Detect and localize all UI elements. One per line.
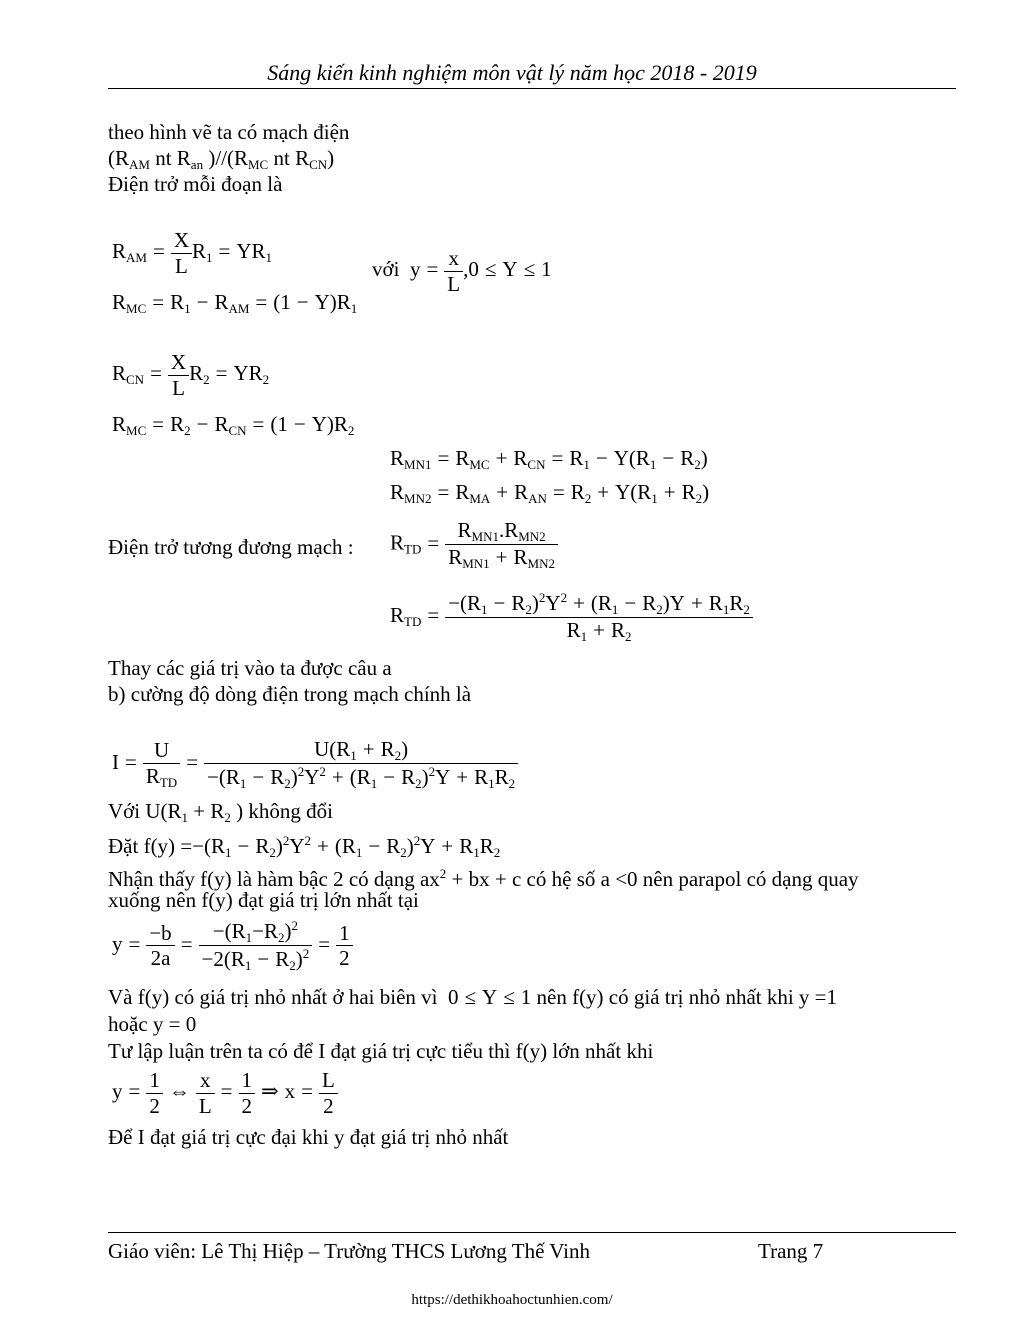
equation-vertex: y = $\frac{-b}{2a}$ = $\frac{-(R_1-R_2)^2}{-2(R_1 - R_2)^2}$ = $\frac{1}{2}$	[112, 918, 353, 974]
equation-r-mc-1: $R_{MC} = R_1 - R_{AM} = (1 - Y)R_1$	[112, 290, 358, 316]
text-voi-u: Với $U(R_1 + R_2$ ) không đổi	[108, 799, 333, 825]
voi-label: với	[372, 257, 400, 282]
equation-current-i: I = $\frac{U}{R_{TD}}$ = $\frac{U(R_1 + R_2)}{-(R_1 - R_2)^2Y^2 + (R_1 - R_2)^2Y + R_1R_2}$	[112, 737, 518, 792]
va-part2: nên f(y) có giá trị nhỏ nhất khi y =1	[536, 985, 838, 1009]
text-va: Và f(y) có giá trị nhỏ nhất ở hai biên vì 0 ≤ Y ≤ 1 nên f(y) có giá trị nhỏ nhất khi y =1	[108, 985, 838, 1009]
equation-r-mn2: $R_{MN2} = R_{MA} + R_{AN} = R_2 + Y(R_1 + R_2)$	[390, 480, 710, 506]
equation-y-definition: với y = $\frac{x}{L}$ ,0 ≤ Y ≤ 1	[372, 246, 552, 296]
header-rule	[108, 88, 956, 89]
text-xuong: xuống nên f(y) đạt giá trị lớn nhất tại	[108, 888, 419, 912]
text-line-a: Thay các giá trị vào ta được câu a	[108, 656, 392, 680]
equation-r-mc-2: $R_{MC} = R_2 - R_{CN} = (1 - Y)R_2$	[112, 412, 355, 438]
text-line-1: theo hình vẽ ta có mạch điện	[108, 120, 350, 144]
text-de-i: Để I đạt giá trị cực đại khi y đạt giá trị nhỏ nhất	[108, 1125, 509, 1149]
voi-u-prefix: Với U(R	[108, 799, 182, 823]
footer-page-number: Trang 7	[758, 1239, 824, 1263]
footer-rule	[108, 1232, 956, 1233]
nhan-thay-part2: + bx + c có hệ số a <0 nên parapol có dạng quay	[446, 867, 859, 891]
equation-r-td-1: $R_{TD}$ = $\frac{R_{MN1}.R_{MN2}}{R_{MN1} + R_{MN2}}$	[390, 518, 558, 572]
voi-u-suffix: + R	[188, 799, 225, 823]
text-line-circuit: ($R_{AM}$ nt $R_{an}$ )$//(R_{MC}$ nt $R_{CN}$)	[108, 146, 335, 172]
va-part1: Và f(y) có giá trị nhỏ nhất ở hai biên vì	[108, 985, 438, 1009]
text-dat-f: Đặt $f(y) =-(R_1 - R_2)^2Y^2 + (R_1 - R_2)^2Y + R_1R_2$	[108, 833, 501, 860]
equation-r-mn1: $R_{MN1} = R_{MC} + R_{CN} = R_1 - Y(R_1 - R_2)$	[390, 446, 708, 472]
footer-teacher: Giáo viên: Lê Thị Hiệp – Trường THCS Lương Thế Vinh	[108, 1239, 590, 1263]
text-line-3: Điện trở mỗi đoạn là	[108, 172, 283, 196]
text-tu-lap: Tư lập luận trên ta có để I đạt giá trị cực tiểu thì f(y) lớn nhất khi	[108, 1039, 654, 1063]
equation-r-td-2: $R_{TD}$ = $\frac{-(R_1 - R_2)^2Y^2 + (R_1 - R_2)Y + R_1R_2}{R_1 + R_2}$	[390, 590, 753, 645]
page-header-title: Sáng kiến kinh nghiệm môn vật lý năm học 2018 - 2019	[267, 60, 757, 85]
voi-u-end: ) không đổi	[230, 799, 333, 823]
text-hoac: hoặc y = 0	[108, 1012, 197, 1036]
text-line-b: b) cường độ dòng điện trong mạch chính là	[108, 682, 472, 706]
nhan-thay-part1: Nhận thấy f(y) là hàm bậc 2 có dạng ax	[108, 867, 440, 891]
equation-half: y = $\frac{1}{2}$ ⇔ $\frac{x}{L}$ = $\frac{1}{2}$ ⇒ x = $\frac{L}{2}$	[112, 1068, 338, 1119]
equation-r-am: $R_{AM}$ = $\frac{X}{L}$ $R_1 = YR_1$	[112, 228, 273, 278]
text-nhan-thay: Nhận thấy f(y) là hàm bậc 2 có dạng $ax^2$ + bx + c có hệ số a <0 nên parapol có dạng quay	[108, 866, 859, 891]
td-label: Điện trở tương đương mạch :	[108, 535, 354, 559]
dat-f-label: Đặt f(y) =	[108, 834, 193, 858]
equation-r-cn: $R_{CN}$ = $\frac{X}{L}$ $R_2 = YR_2$	[112, 350, 270, 400]
footer-url[interactable]: https://dethikhoahoctunhien.com/	[411, 1292, 613, 1308]
